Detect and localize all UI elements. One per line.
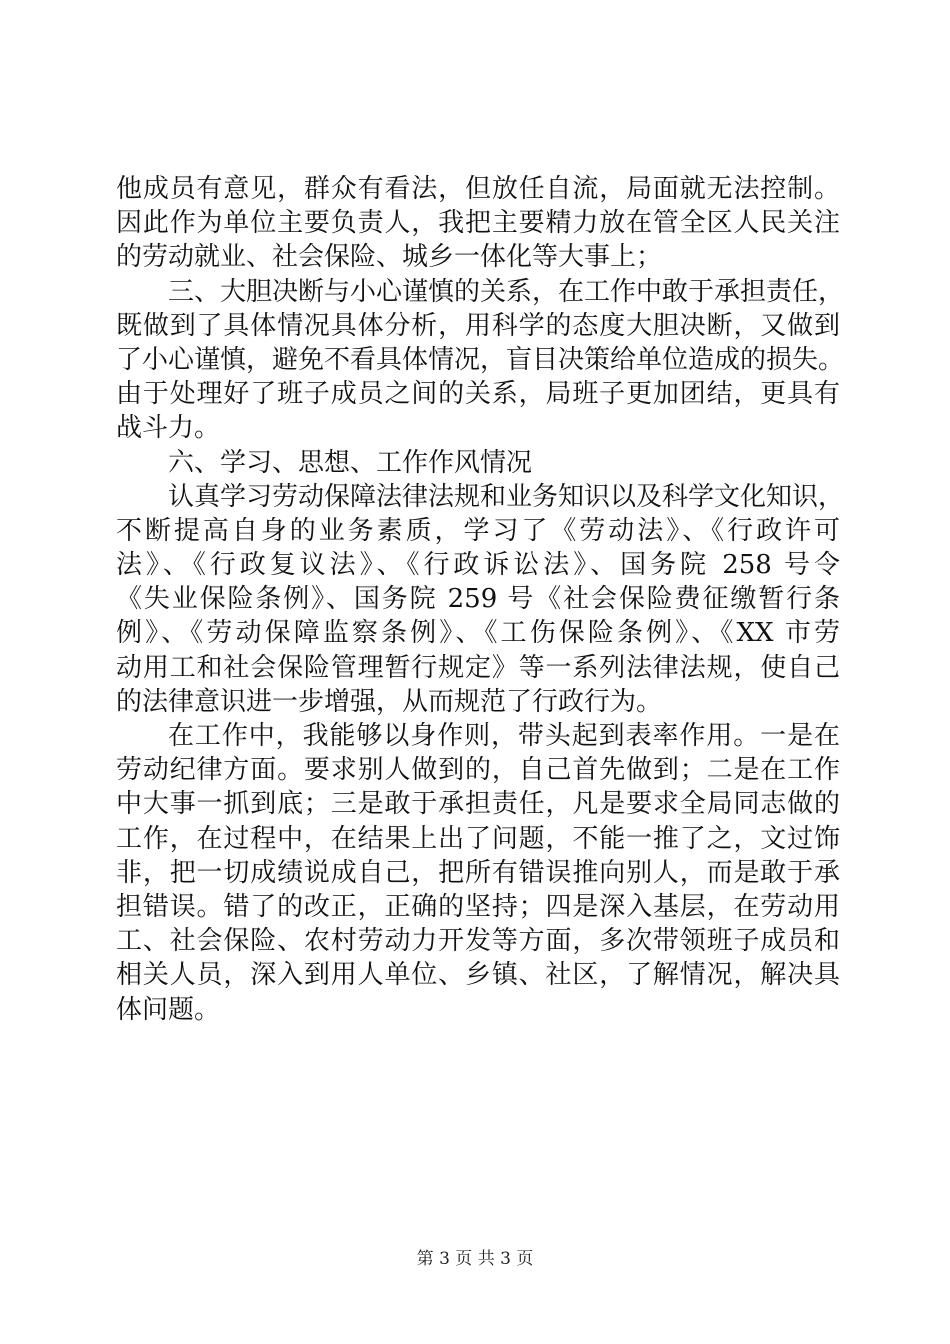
- text-line: 动用工和社会保险管理暂行规定》等一系列法律法规，使自己: [116, 652, 840, 683]
- text-line: 不断提高自身的业务素质，学习了《劳动法》、《行政许可: [116, 515, 840, 546]
- text-line: 工、社会保险、农村劳动力开发等方面，多次带领班子成员和: [116, 926, 840, 957]
- text-line: 战斗力。: [116, 413, 221, 444]
- text-line: 体问题。: [116, 994, 221, 1025]
- text-line: 由于处理好了班子成员之间的关系，局班子更加团结，更具有: [116, 379, 840, 410]
- text-line: 三、大胆决断与小心谨慎的关系，在工作中敢于承担责任，: [168, 276, 845, 307]
- text-line: 因此作为单位主要负责人，我把主要精力放在管全区人民关注: [116, 208, 840, 239]
- text-line: 中大事一抓到底；三是敢于承担责任，凡是要求全局同志做的: [116, 789, 840, 820]
- page-footer: 第 3 页 共 3 页: [416, 1249, 534, 1269]
- text-line: 在工作中，我能够以身作则，带头起到表率作用。一是在: [168, 721, 840, 751]
- text-line: 相关人员，深入到用人单位、乡镇、社区，了解情况，解决具: [116, 960, 840, 991]
- text-line: 劳动纪律方面。要求别人做到的，自己首先做到；二是在工作: [116, 755, 840, 786]
- text-line: 他成员有意见，群众有看法，但放任自流，局面就无法控制。: [116, 174, 840, 204]
- text-line: 担错误。错了的改正，正确的坚持；四是深入基层，在劳动用: [116, 891, 840, 922]
- text-line: 既做到了具体情况具体分析，用科学的态度大胆决断，又做到: [116, 310, 840, 341]
- body-text: [116, 172, 845, 1027]
- text-line: 工作，在过程中，在结果上出了问题，不能一推了之，文过饰: [116, 823, 840, 854]
- text-line: 的法律意识进一步增强，从而规范了行政行为。: [116, 686, 663, 717]
- text-line: 《失业保险条例》、国务院 259 号《社会保险费征缴暂行条: [116, 584, 840, 615]
- text-line: 例》、《劳动保障监察条例》、《工伤保险条例》、《XX 市劳: [116, 618, 840, 649]
- text-line: 法》、《行政复议法》、《行政诉讼法》、国务院 258 号令: [116, 550, 840, 581]
- text-line: 的劳动就业、社会保险、城乡一体化等大事上；: [116, 242, 663, 273]
- text-line: 非，把一切成绩说成自己，把所有错误推向别人，而是敢于承: [116, 857, 840, 888]
- text-line: 了小心谨慎，避免不看具体情况，盲目决策给单位造成的损失。: [116, 344, 845, 375]
- text-line: 六、学习、思想、工作作风情况: [168, 447, 533, 478]
- text-line: 认真学习劳动保障法律法规和业务知识以及科学文化知识，: [168, 481, 845, 512]
